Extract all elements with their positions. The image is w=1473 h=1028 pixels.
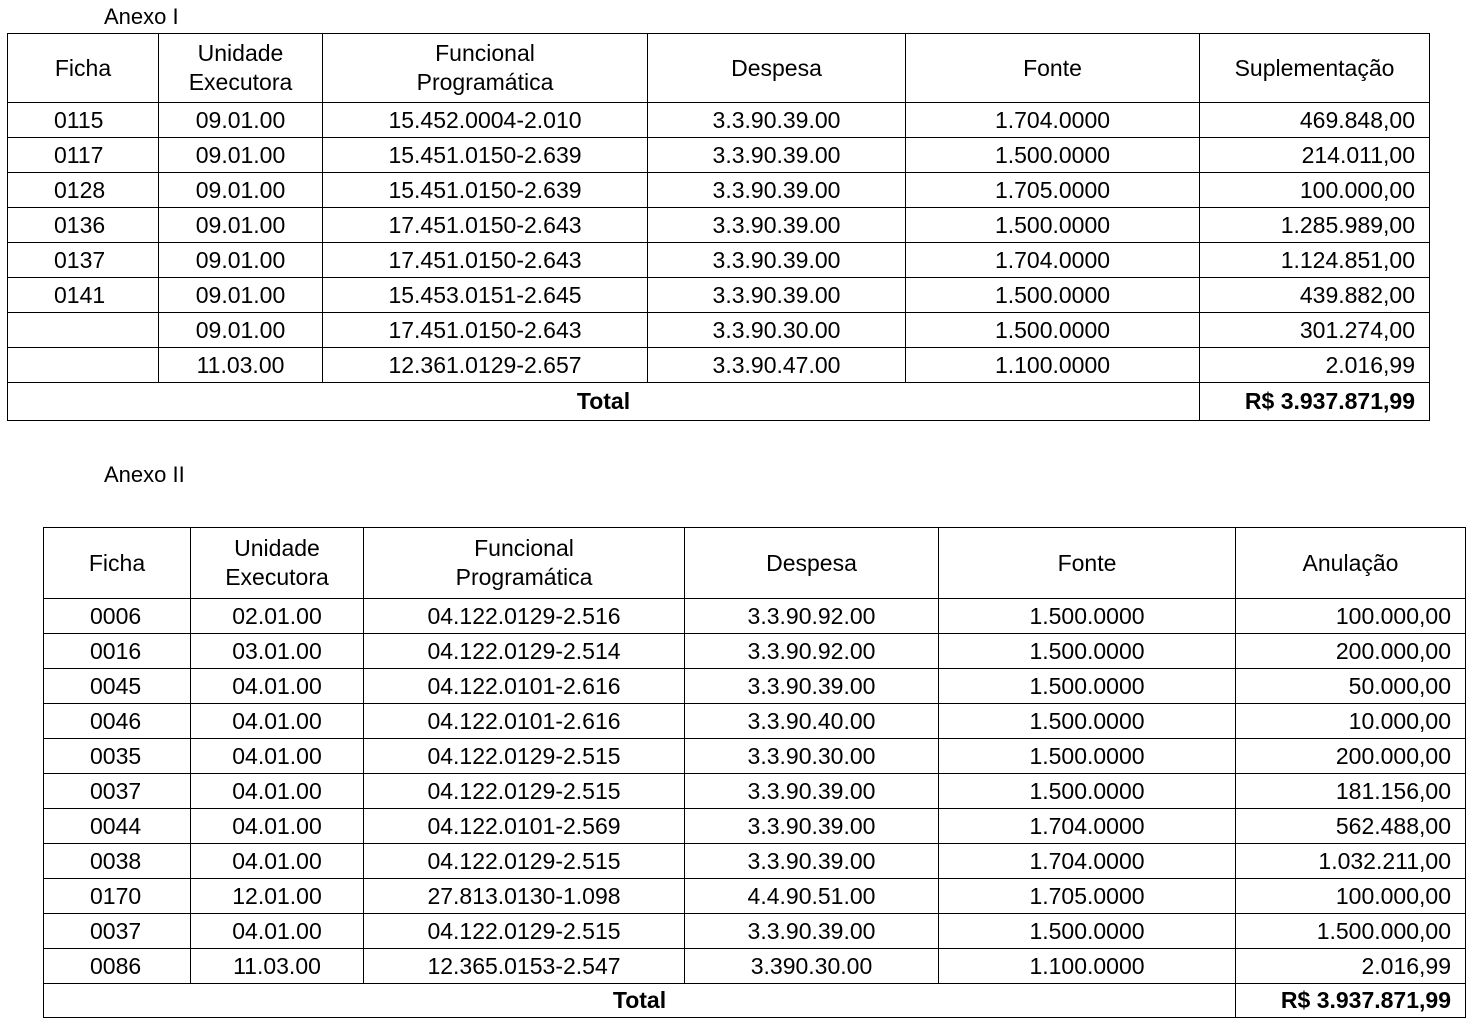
cell-anulacao: 181.156,00 [1236,774,1466,809]
table-row [8,103,1430,138]
header-anulacao [1236,528,1466,599]
cell-funcional: 15.451.0150-2.639 [323,173,648,208]
table-row [8,278,1430,313]
cell-fonte: 1.500.0000 [906,313,1200,348]
header-funcional-line-2: Programática [416,69,554,95]
header-ficha [44,528,191,599]
cell-fonte: 1.705.0000 [906,173,1200,208]
table-row [44,704,1466,739]
header-fonte [906,34,1200,103]
cell-funcional: 04.122.0101-2.569 [364,809,685,844]
annex-2-table [43,527,1466,1018]
cell-unidade: 04.01.00 [191,844,364,879]
cell-ficha: 0044 [44,809,191,844]
table-row [44,599,1466,634]
cell-ficha: 0016 [44,634,191,669]
cell-anulacao: 200.000,00 [1236,739,1466,774]
cell-funcional: 17.451.0150-2.643 [323,313,648,348]
cell-funcional: 15.452.0004-2.010 [323,103,648,138]
cell-suplementacao: 469.848,00 [1200,103,1430,138]
cell-fonte: 1.500.0000 [906,208,1200,243]
header-fonte [939,528,1236,599]
cell-despesa: 3.3.90.47.00 [648,348,906,383]
header-row [44,528,1466,599]
header-fonte-label: Fonte [1057,549,1117,576]
cell-fonte: 1.500.0000 [939,704,1236,739]
cell-despesa: 4.4.90.51.00 [685,879,939,914]
header-unidade-line-2: Executora [188,69,293,95]
header-ficha-label: Ficha [88,549,146,576]
table-row [44,914,1466,949]
cell-suplementacao: 2.016,99 [1200,348,1430,383]
cell-despesa: 3.3.90.39.00 [648,138,906,173]
cell-fonte: 1.704.0000 [939,809,1236,844]
cell-funcional: 04.122.0101-2.616 [364,704,685,739]
cell-despesa: 3.3.90.39.00 [685,809,939,844]
header-fonte-label: Fonte [1023,54,1082,81]
header-ficha-label: Ficha [54,54,112,81]
cell-ficha [8,348,159,383]
cell-unidade: 11.03.00 [191,949,364,984]
cell-anulacao: 2.016,99 [1236,949,1466,984]
cell-despesa: 3.3.90.39.00 [685,844,939,879]
header-suplementacao-label: Suplementação [1234,54,1395,81]
table-row [44,774,1466,809]
cell-fonte: 1.500.0000 [906,138,1200,173]
cell-unidade: 04.01.00 [191,809,364,844]
cell-suplementacao: 1.285.989,00 [1200,208,1430,243]
header-unidade-line-1: Unidade [234,535,320,561]
cell-unidade: 04.01.00 [191,739,364,774]
cell-funcional: 17.451.0150-2.643 [323,243,648,278]
header-despesa-label: Despesa [731,54,822,81]
cell-despesa: 3.3.90.40.00 [685,704,939,739]
cell-anulacao: 10.000,00 [1236,704,1466,739]
cell-despesa: 3.3.90.39.00 [685,774,939,809]
cell-unidade: 09.01.00 [159,208,323,243]
cell-unidade: 03.01.00 [191,634,364,669]
table-row [44,669,1466,704]
cell-ficha [8,313,159,348]
cell-suplementacao: 1.124.851,00 [1200,243,1430,278]
cell-unidade: 09.01.00 [159,278,323,313]
annex-1-table [7,33,1430,421]
total-label: Total [8,383,1200,421]
cell-ficha: 0136 [8,208,159,243]
cell-unidade: 04.01.00 [191,914,364,949]
cell-fonte: 1.500.0000 [939,914,1236,949]
cell-suplementacao: 214.011,00 [1200,138,1430,173]
cell-fonte: 1.100.0000 [939,949,1236,984]
cell-ficha: 0038 [44,844,191,879]
table-row [44,879,1466,914]
cell-despesa: 3.3.90.30.00 [685,739,939,774]
table-row [8,243,1430,278]
cell-unidade: 09.01.00 [159,138,323,173]
cell-unidade: 09.01.00 [159,313,323,348]
header-unidade-line-2: Executora [225,564,329,590]
table-row [44,844,1466,879]
cell-ficha: 0035 [44,739,191,774]
cell-despesa: 3.3.90.39.00 [685,914,939,949]
cell-ficha: 0045 [44,669,191,704]
cell-anulacao: 1.500.000,00 [1236,914,1466,949]
header-despesa-label: Despesa [766,549,857,576]
cell-despesa: 3.3.90.39.00 [648,208,906,243]
cell-fonte: 1.704.0000 [939,844,1236,879]
cell-ficha: 0046 [44,704,191,739]
cell-funcional: 04.122.0129-2.515 [364,844,685,879]
header-funcional-line-2: Programática [455,564,593,590]
table-row [44,949,1466,984]
cell-anulacao: 200.000,00 [1236,634,1466,669]
cell-ficha: 0086 [44,949,191,984]
header-funcional-programatica [323,34,648,103]
cell-funcional: 04.122.0129-2.514 [364,634,685,669]
cell-unidade: 09.01.00 [159,103,323,138]
total-label: Total [44,984,1236,1018]
cell-fonte: 1.704.0000 [906,243,1200,278]
cell-unidade: 09.01.00 [159,173,323,208]
cell-fonte: 1.500.0000 [939,774,1236,809]
cell-funcional: 04.122.0101-2.616 [364,669,685,704]
header-anulacao-label: Anulação [1302,549,1399,576]
total-value: R$ 3.937.871,99 [1236,984,1466,1018]
cell-funcional: 17.451.0150-2.643 [323,208,648,243]
table-row [44,739,1466,774]
cell-funcional: 15.451.0150-2.639 [323,138,648,173]
cell-ficha: 0137 [8,243,159,278]
cell-ficha: 0170 [44,879,191,914]
cell-despesa: 3.3.90.39.00 [685,669,939,704]
header-row [8,34,1430,103]
cell-funcional: 04.122.0129-2.515 [364,739,685,774]
cell-funcional: 15.453.0151-2.645 [323,278,648,313]
cell-fonte: 1.500.0000 [939,599,1236,634]
annex-2-title: Anexo II [104,462,185,487]
cell-ficha: 0037 [44,914,191,949]
table-row [8,348,1430,383]
cell-despesa: 3.3.90.39.00 [648,243,906,278]
header-despesa [685,528,939,599]
cell-unidade: 04.01.00 [191,774,364,809]
cell-anulacao: 562.488,00 [1236,809,1466,844]
cell-anulacao: 100.000,00 [1236,599,1466,634]
table-row [44,634,1466,669]
header-unidade-executora [191,528,364,599]
cell-suplementacao: 100.000,00 [1200,173,1430,208]
cell-funcional: 12.365.0153-2.547 [364,949,685,984]
table-row [8,173,1430,208]
header-ficha [8,34,159,103]
total-value: R$ 3.937.871,99 [1200,383,1430,421]
total-row [8,383,1430,421]
cell-despesa: 3.3.90.39.00 [648,278,906,313]
cell-fonte: 1.500.0000 [939,634,1236,669]
cell-anulacao: 50.000,00 [1236,669,1466,704]
header-despesa [648,34,906,103]
cell-funcional: 04.122.0129-2.516 [364,599,685,634]
table-row [8,313,1430,348]
cell-ficha: 0117 [8,138,159,173]
cell-fonte: 1.704.0000 [906,103,1200,138]
cell-despesa: 3.3.90.92.00 [685,634,939,669]
cell-ficha: 0037 [44,774,191,809]
cell-suplementacao: 301.274,00 [1200,313,1430,348]
cell-ficha: 0141 [8,278,159,313]
cell-funcional: 27.813.0130-1.098 [364,879,685,914]
cell-despesa: 3.3.90.39.00 [648,173,906,208]
total-row [44,984,1466,1018]
cell-unidade: 11.03.00 [159,348,323,383]
header-funcional-programatica [364,528,685,599]
cell-suplementacao: 439.882,00 [1200,278,1430,313]
cell-fonte: 1.500.0000 [939,739,1236,774]
cell-ficha: 0006 [44,599,191,634]
cell-funcional: 04.122.0129-2.515 [364,914,685,949]
cell-fonte: 1.500.0000 [939,669,1236,704]
cell-anulacao: 1.032.211,00 [1236,844,1466,879]
cell-despesa: 3.3.90.39.00 [648,103,906,138]
cell-ficha: 0115 [8,103,159,138]
cell-fonte: 1.705.0000 [939,879,1236,914]
cell-despesa: 3.3.90.92.00 [685,599,939,634]
cell-unidade: 02.01.00 [191,599,364,634]
header-suplementacao [1200,34,1430,103]
cell-anulacao: 100.000,00 [1236,879,1466,914]
annex-1-title: Anexo I [104,4,179,29]
cell-fonte: 1.100.0000 [906,348,1200,383]
cell-unidade: 04.01.00 [191,704,364,739]
cell-ficha: 0128 [8,173,159,208]
cell-despesa: 3.390.30.00 [685,949,939,984]
header-unidade-line-1: Unidade [197,40,284,66]
header-funcional-line-1: Funcional [435,40,535,66]
cell-unidade: 04.01.00 [191,669,364,704]
table-row [8,208,1430,243]
cell-funcional: 04.122.0129-2.515 [364,774,685,809]
cell-fonte: 1.500.0000 [906,278,1200,313]
cell-unidade: 12.01.00 [191,879,364,914]
cell-despesa: 3.3.90.30.00 [648,313,906,348]
table-row [8,138,1430,173]
cell-unidade: 09.01.00 [159,243,323,278]
cell-funcional: 12.361.0129-2.657 [323,348,648,383]
header-funcional-line-1: Funcional [474,535,574,561]
table-row [44,809,1466,844]
header-unidade-executora [159,34,323,103]
